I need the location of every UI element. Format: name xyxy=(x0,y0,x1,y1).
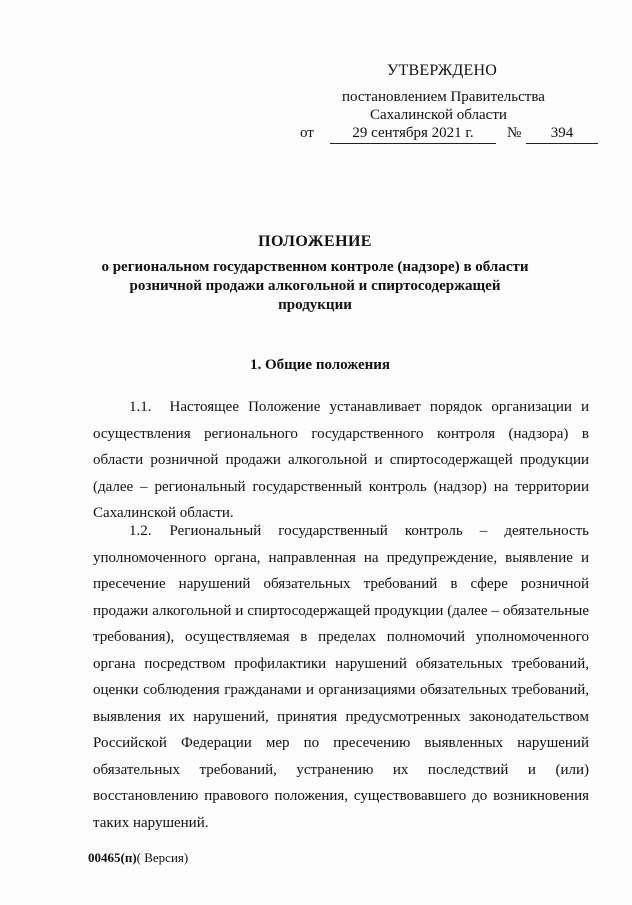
version-label: ( Версия) xyxy=(136,850,189,865)
decree-number: 394 xyxy=(526,124,598,144)
paragraph-number: 1.1. xyxy=(129,399,152,415)
footer-code xyxy=(88,850,188,866)
decree-date-row xyxy=(300,124,600,144)
decree-line: постановлением Правительства xyxy=(342,89,545,105)
region-line: Сахалинской области xyxy=(370,107,507,123)
paragraph-1-1 xyxy=(93,394,589,527)
number-label: № xyxy=(507,125,522,141)
decree-date: 29 сентября 2021 г. xyxy=(330,124,496,144)
section-heading: 1. Общие положения xyxy=(249,357,391,373)
paragraph-text: Региональный государственный контроль – деятельность уполномоченного органа, направленная на предупреждение, выявление и пресечение нарушений обязательных требований в сфере розничной продажи алкогольной и спиртосодержащей продукции (далее – обязательные требования), осуществляемая в пределах полномочий уполномоченного органа посредством профилактики нарушений обязательных требований, оценки соблюдения гражданами и организациями обязательных требований, выявления их нарушений, принятия предусмотренных законодательством Российской Федерации мер по пресечению выявленных нарушений обязательных требований, устранению их последствий и (или) восстановлению правового положения, существовавшего до возникновения таких нарушений. xyxy=(93,523,589,831)
paragraph-text: Настоящее Положение устанавливает порядок организации и осуществления регионального государственного контроля (надзора) в области розничной продажи алкогольной и спиртосодержащей продукции (далее – региональный государственный контроль (надзор) на территории Сахалинской области. xyxy=(93,399,589,521)
paragraph-number: 1.2. xyxy=(129,523,152,539)
document-code: 00465(п) xyxy=(88,850,137,865)
paragraph-1-2 xyxy=(93,518,589,836)
from-label: от xyxy=(300,125,314,141)
approved-title: УТВЕРЖДЕНО xyxy=(387,62,498,79)
document-subtitle: о региональном государственном контроле (надзоре) в области розничной продажи алкогольной и спиртосодержащей продукции xyxy=(101,259,529,313)
document-title: ПОЛОЖЕНИЕ xyxy=(258,233,372,250)
